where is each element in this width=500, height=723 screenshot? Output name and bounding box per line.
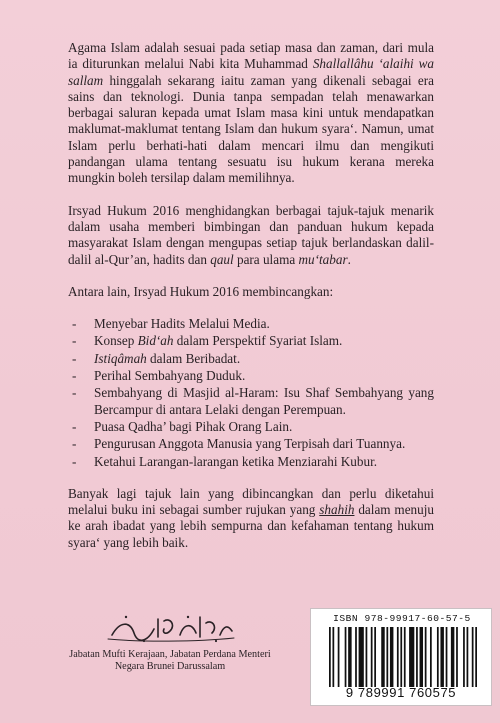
topic-item xyxy=(68,454,434,470)
p2-text-c: . xyxy=(347,251,351,267)
publisher-line-1: Jabatan Mufti Kerajaan, Jabatan Perdana Menteri xyxy=(69,649,271,660)
p2-text-b: para ulama xyxy=(233,251,299,267)
barcode-bar xyxy=(348,627,351,687)
barcode-bar xyxy=(446,627,448,687)
arabic-calligraphy-logo-icon xyxy=(100,611,240,645)
publisher-line-2: Negara Brunei Darussalam xyxy=(114,661,226,672)
barcode-digits: 9 789991 760575 xyxy=(345,685,457,700)
barcode-bar xyxy=(400,627,402,687)
publisher-info xyxy=(52,649,288,673)
topic-item xyxy=(68,436,434,452)
topic-text-pre: Sembahyang di Masjid al-Haram: Isu Shaf Sembahyang yang Bercampur di antara Lelaki dengan Perempuan. xyxy=(94,385,434,417)
barcode-bar xyxy=(475,627,477,687)
topic-text-pre: Puasa Qadha’ bagi Pihak Orang Lain. xyxy=(94,418,293,434)
barcode-bar xyxy=(416,627,418,687)
barcode-bar xyxy=(338,627,340,687)
closing-text-b: dalam menuju ke arah ibadat yang lebih sempurna dan kefahaman tentang hukum syara‘ yang lebih baik. xyxy=(68,502,434,550)
topic-item xyxy=(68,333,434,349)
barcode-bar xyxy=(386,627,388,687)
barcode-bar xyxy=(409,627,414,687)
intro-text-a: Agama Islam adalah sesuai pada setiap masa dan zaman, dari mula ia diturunkan melalui Nabi kita Muhammad xyxy=(68,40,434,72)
topic-item xyxy=(68,316,434,332)
isbn-label: ISBN 978-99917-60-57-5 xyxy=(333,613,471,624)
barcode-bar xyxy=(345,627,347,687)
p2-text-a: Irsyad Hukum 2016 menghidangkan berbagai tajuk-tajuk menarik dalam usaha memberi bimbingan dan panduan hukum kepada masyarakat Islam dengan mengupas setiap tajuk berlandaskan dalil-dalil al-Qur’an, hadits dan xyxy=(68,202,434,267)
prophet-salutation: Shallallâhu ‘alaihi wa sallam xyxy=(68,56,434,88)
topic-item xyxy=(68,368,434,384)
topic-item xyxy=(68,351,434,367)
intro-paragraph-2 xyxy=(68,203,434,268)
barcode-bar xyxy=(404,627,406,687)
topic-text-post: dalam Beribadat. xyxy=(146,350,241,366)
barcode-bar xyxy=(425,627,427,687)
barcode-bar xyxy=(437,627,439,687)
barcode-bar xyxy=(456,627,458,687)
term-qaul: qaul xyxy=(210,251,234,267)
closing-text-a: Banyak lagi tajuk lain yang dibincangkan dan perlu diketahui melalui buku ini sebagai sumber rujukan yang xyxy=(68,485,434,518)
isbn-barcode-box xyxy=(310,608,492,706)
barcode-bar xyxy=(381,627,384,687)
topic-text-pre: Perihal Sembahyang Duduk. xyxy=(94,368,246,384)
intro-paragraph-3: Antara lain, Irsyad Hukum 2016 membincangkan: xyxy=(68,283,334,299)
term-mutabar: mu‘tabar xyxy=(298,251,348,267)
topic-item xyxy=(68,385,434,418)
term-shahih: shahih xyxy=(319,502,355,518)
barcode-bar xyxy=(430,627,432,687)
barcode-bar xyxy=(332,627,334,687)
barcode-bar xyxy=(451,627,454,687)
topic-text-post: dalam Perspektif Syariat Islam. xyxy=(173,333,343,349)
barcode-bar xyxy=(390,627,393,687)
barcode-bar xyxy=(472,627,474,687)
topic-text-pre: Konsep xyxy=(94,333,138,349)
topic-item xyxy=(68,419,434,435)
barcode-bar xyxy=(467,627,469,687)
barcode-bar xyxy=(355,627,357,687)
topic-text-italic: Bid‘ah xyxy=(137,333,174,349)
topic-text-pre: Ketahui Larangan-larangan ketika Menziarahi Kubur. xyxy=(94,453,378,469)
barcode-bar xyxy=(366,627,368,687)
barcode-bar xyxy=(359,627,364,687)
topic-text-pre: Pengurusan Anggota Manusia yang Terpisah dari Tuannya. xyxy=(94,436,406,452)
barcode-bar xyxy=(463,627,465,687)
intro-paragraph-1 xyxy=(68,40,434,187)
barcode-bar xyxy=(420,627,423,687)
barcode-bar xyxy=(374,627,376,687)
barcode-bar xyxy=(371,627,373,687)
closing-paragraph xyxy=(68,486,434,551)
barcode-bar xyxy=(397,627,399,687)
barcode-bar xyxy=(440,627,443,687)
topic-text-pre: Menyebar Hadits Melalui Media. xyxy=(94,316,270,332)
blurb xyxy=(68,40,434,567)
intro-text-b: hinggalah sekarang iaitu zaman yang dikenali sebagai era sains dan teknologi. Dunia tanpa sempadan telah menawarkan berbagai saluran kepada umat Islam masa kini untuk mendapatkan maklumat-maklumat tentang Islam dan hukum syara‘. Namun, umat Islam perlu berhati-hati dalam mencari ilmu dan mengikuti pandangan ulama tentang sesuatu isu hukum kerana mereka mungkin boleh tersilap dalam memilihnya. xyxy=(68,72,434,186)
barcode-bar xyxy=(329,627,331,687)
barcode-icon xyxy=(329,627,477,687)
topic-list xyxy=(68,316,434,470)
topic-text-italic: Istiqâmah xyxy=(94,350,147,366)
